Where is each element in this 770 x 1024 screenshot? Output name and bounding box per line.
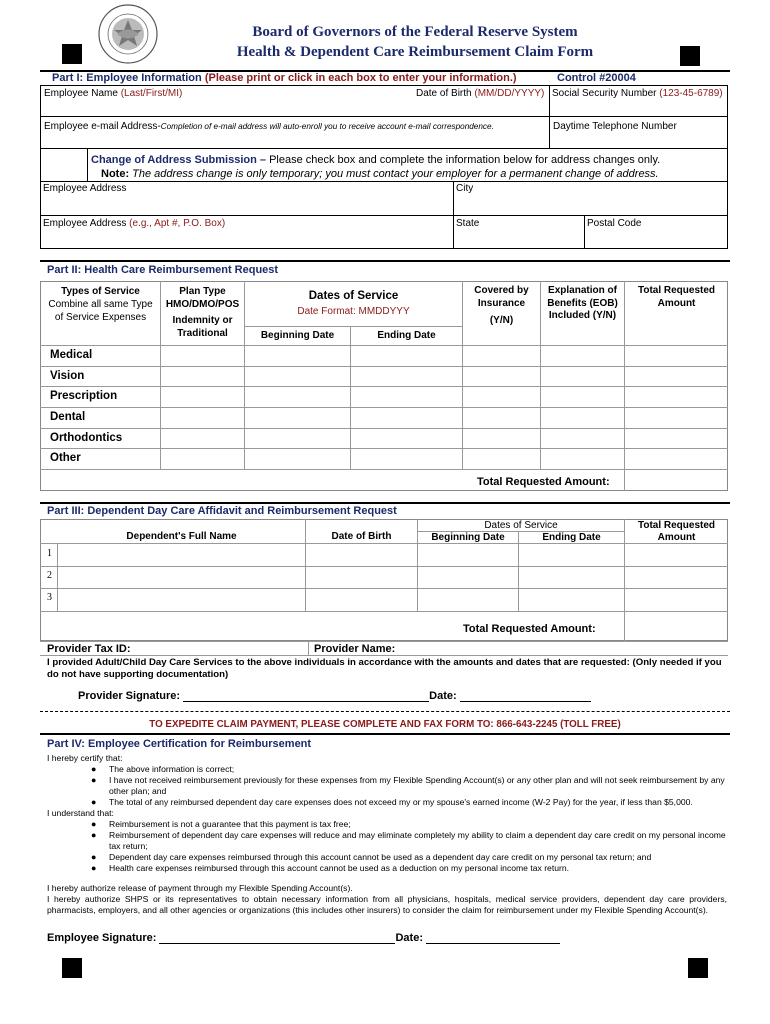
understand-list — [47, 819, 727, 874]
dependent-row-1-number: 1 — [47, 548, 52, 559]
col-dependent-end: Ending Date — [542, 532, 601, 543]
col-dependent-total: Total Requested Amount — [637, 520, 716, 543]
certify-list — [47, 764, 727, 808]
part1-title: Part I: Employee Information (Please print or click in each box to enter your information.) — [52, 72, 517, 84]
dependent-entry-cells[interactable] — [58, 544, 727, 610]
col-eob-included: Explanation of Benefits (EOB) Included (Y/N) — [547, 285, 618, 321]
provider-tax-id-field[interactable]: Provider Tax ID: — [47, 643, 131, 655]
fax-notice: TO EXPEDITE CLAIM PAYMENT, PLEASE COMPLETE AND FAX FORM TO: 866-643-2245 (TOLL FREE) — [149, 719, 621, 730]
col-total-requested: Total Requested Amount — [637, 285, 716, 309]
part3-total-field[interactable] — [625, 612, 727, 640]
health-care-entry-cells[interactable] — [161, 346, 727, 468]
part2-total-field[interactable] — [625, 470, 727, 490]
col-dates-of-service: Dates of Service Date Format: MMDDYYY — [297, 290, 410, 317]
dependent-row-2-number: 2 — [47, 570, 52, 581]
col-ending-date: Ending Date — [377, 330, 436, 341]
understand-item-3: ● Dependent day care expenses reimbursed through this account cannot be used as a dependent day care credit on my personal tax return; and — [91, 852, 652, 862]
registration-mark-top-left — [62, 44, 82, 64]
city-field[interactable]: City — [456, 183, 474, 194]
state-field[interactable]: State — [456, 218, 480, 229]
part3-total-label: Total Requested Amount: — [463, 623, 596, 635]
dependent-row-3-number: 3 — [47, 592, 52, 603]
part2-title: Part II: Health Care Reimbursement Request — [47, 264, 279, 276]
understand-item-1: ● Reimbursement is not a guarantee that this payment is tax free; — [91, 819, 351, 829]
employee-address2-field[interactable]: Employee Address (e.g., Apt #, P.O. Box) — [43, 218, 226, 229]
control-number: Control #20004 — [557, 72, 636, 84]
understand-intro: I understand that: — [47, 808, 114, 818]
employee-address-field[interactable]: Employee Address — [43, 183, 127, 194]
change-of-address-heading: Change of Address Submission – Please check box and complete the information below for address changes only. — [91, 154, 661, 166]
provider-date-line[interactable] — [460, 690, 591, 702]
col-plan-type: Plan Type HMO/DMO/POS Indemnity or Traditional — [165, 286, 240, 339]
part3-title: Part III: Dependent Day Care Affidavit and Reimbursement Request — [47, 505, 397, 517]
daytime-phone-field[interactable]: Daytime Telephone Number — [553, 121, 677, 132]
form-title-line1: Board of Governors of the Federal Reserve System — [252, 24, 578, 40]
email-field[interactable]: Employee e-mail Address-Completion of e-mail address will auto-enroll you to receive account e-mail correspondence. — [44, 121, 494, 132]
row-medical: Medical — [50, 349, 93, 361]
row-vision: Vision — [50, 370, 85, 382]
ssn-field[interactable]: Social Security Number (123-45-6789) — [552, 88, 723, 99]
provider-affidavit: I provided Adult/Child Day Care Services to the above individuals in accordance with the amounts and dates that are requested: (Only needed if you do not have supporting documentation) — [47, 657, 722, 680]
part4-top-rule — [40, 733, 730, 735]
col-dependent-name: Dependent's Full Name — [126, 531, 237, 542]
part4-title: Part IV: Employee Certification for Reimbursement — [47, 738, 312, 750]
change-of-address-checkbox[interactable] — [44, 151, 84, 181]
part2-total-label: Total Requested Amount: — [477, 476, 610, 488]
registration-mark-bottom-right — [688, 958, 708, 978]
address-change-note: Note: The address change is only temporary; you must contact your employer for a permanent change of address. — [101, 168, 659, 180]
col-dependent-dates: Dates of Service — [484, 520, 558, 531]
row-other: Other — [50, 452, 81, 464]
certify-intro: I hereby certify that: — [47, 753, 123, 763]
col-dependent-begin: Beginning Date — [431, 532, 505, 543]
col-beginning-date: Beginning Date — [260, 330, 335, 341]
certify-item-1: ● The above information is correct; — [91, 764, 235, 774]
certify-item-2: ● I have not received reimbursement previously for these expenses from my Flexible Spending Account(s) or any other plan and will not seek reimbursement by any other plan; and — [91, 775, 725, 796]
authorize-payment: I hereby authorize release of payment through my Flexible Spending Account(s). — [47, 883, 353, 893]
registration-mark-top-right — [680, 46, 700, 66]
part3-top-rule — [40, 502, 730, 504]
row-dental: Dental — [50, 411, 86, 423]
employee-name-field[interactable]: Employee Name (Last/First/MI) — [44, 88, 183, 99]
understand-item-4: ● Health care expenses reimbursed through this account cannot be used as a deduction on my personal income tax return. — [91, 863, 570, 873]
postal-code-field[interactable]: Postal Code — [587, 218, 642, 229]
part2-top-rule — [40, 260, 730, 262]
federal-reserve-seal-icon — [97, 3, 159, 65]
certify-item-3: ● The total of any reimbursed dependent day care expenses does not exceed my or my spouse's earned income (W-2 Pay) for the year, if less than $5,000. — [91, 797, 693, 807]
col-dependent-dob: Date of Birth — [331, 531, 392, 542]
date-of-birth-field[interactable]: Date of Birth (MM/DD/YYYY) — [416, 88, 545, 99]
provider-name-field[interactable]: Provider Name: — [314, 643, 396, 655]
employee-signature-row: Employee Signature: Date: — [47, 932, 560, 944]
col-types-of-service: Types of Service Combine all same Type of Service Expenses — [48, 286, 153, 323]
row-prescription: Prescription — [50, 390, 118, 402]
provider-signature-row: Provider Signature: Date: — [78, 690, 591, 702]
employee-date-line[interactable] — [426, 932, 560, 944]
row-orthodontics: Orthodontics — [50, 432, 123, 444]
employee-signature-line[interactable] — [159, 932, 395, 944]
provider-signature-line[interactable] — [183, 690, 429, 702]
authorize-release: I hereby authorize SHPS or its representatives to obtain necessary information from all physicians, hospitals, medical service providers, dependent day care providers, pharmacists, employers, and all other agencies or organizations (this includes other insurers) to consider the claim for reimbursement under my Flexible Spending Account(s). — [47, 894, 727, 915]
form-title-line2: Health & Dependent Care Reimbursement Claim Form — [236, 44, 594, 60]
understand-item-2: ● Reimbursement of dependent day care expenses will reduce and may eliminate completely my ability to claim a dependent day care credit on my personal income tax return; — [91, 830, 726, 851]
registration-mark-bottom-left — [62, 958, 82, 978]
col-covered-by-insurance: Covered by Insurance (Y/N) — [474, 285, 529, 326]
